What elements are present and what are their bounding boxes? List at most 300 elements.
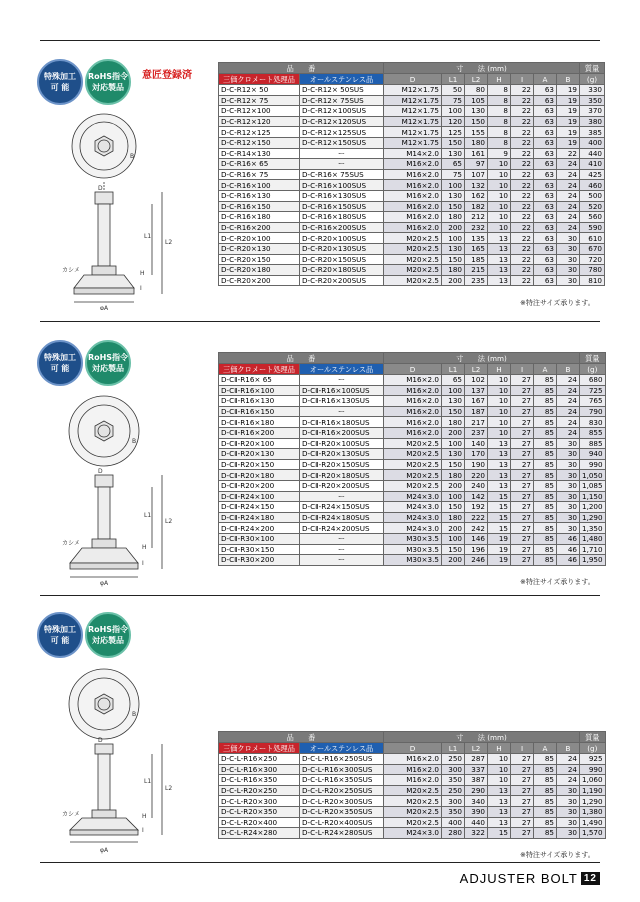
table-cell: 10 xyxy=(488,169,511,180)
table-cell: 1,570 xyxy=(580,828,606,839)
col-L2: L2 xyxy=(465,364,488,375)
table-cell: 85 xyxy=(534,796,557,807)
table-row xyxy=(219,491,606,502)
table-cell: 100 xyxy=(442,533,465,544)
table-cell: 1,950 xyxy=(580,555,606,566)
table-row xyxy=(219,375,606,386)
label-H: H xyxy=(140,270,145,277)
table-cell: 10 xyxy=(488,427,511,438)
table-cell: ー xyxy=(300,159,384,170)
table-cell: 180 xyxy=(442,512,465,523)
table-cell: 63 xyxy=(534,169,557,180)
table-cell: D-C-R20×150 xyxy=(219,254,300,265)
col-I: I xyxy=(511,364,534,375)
table-cell: 24 xyxy=(557,190,580,201)
table-cell: 217 xyxy=(465,417,488,428)
table-cell: 85 xyxy=(534,417,557,428)
table-cell: 24 xyxy=(557,375,580,386)
table-cell: 30 xyxy=(557,828,580,839)
label-I: I xyxy=(140,285,142,292)
table-cell: 810 xyxy=(580,275,605,286)
col-chromate: 三価クロメート処理品 xyxy=(219,743,300,754)
table-cell: 120 xyxy=(442,116,465,127)
col-hinban: 品 番 xyxy=(219,353,384,364)
table-cell: 790 xyxy=(580,406,606,417)
table-cell: M16×2.0 xyxy=(384,169,442,180)
table-cell: 24 xyxy=(557,754,580,765)
col-A: A xyxy=(534,74,557,85)
table-cell: 63 xyxy=(534,148,557,159)
table-cell: 22 xyxy=(511,127,534,138)
table-cell: 19 xyxy=(488,555,511,566)
table-cell: 100 xyxy=(442,180,465,191)
badge-rohs-2: RoHS指令 対応製品 xyxy=(85,340,131,386)
table-cell: D-C-R16×100SUS xyxy=(300,180,384,191)
table-cell: 185 xyxy=(465,254,488,265)
table-cell: D-CⅡ-R20×200 xyxy=(219,480,300,491)
col-L2: L2 xyxy=(465,743,488,754)
table-cell: 100 xyxy=(442,233,465,244)
label-B-3: B xyxy=(132,711,137,718)
table-cell: 63 xyxy=(534,127,557,138)
table-cell: 27 xyxy=(511,775,534,786)
table-cell: 10 xyxy=(488,375,511,386)
col-hinban: 品 番 xyxy=(219,732,384,743)
table-cell: 24 xyxy=(557,222,580,233)
table-cell: 27 xyxy=(511,375,534,386)
table-cell: 135 xyxy=(465,233,488,244)
table-row xyxy=(219,438,606,449)
table-cell: 250 xyxy=(442,754,465,765)
table-row xyxy=(219,449,606,460)
footer xyxy=(460,871,600,886)
table-cell: D-C-L-R20×350SUS xyxy=(300,806,384,817)
table-cell: 190 xyxy=(465,459,488,470)
table-cell: 27 xyxy=(511,491,534,502)
table-cell: 85 xyxy=(534,385,557,396)
table-cell: 137 xyxy=(465,385,488,396)
table-cell: 8 xyxy=(488,116,511,127)
table-cell: 27 xyxy=(511,438,534,449)
table-cell: D-C-R12×150SUS xyxy=(300,137,384,148)
table-cell: 30 xyxy=(557,806,580,817)
table-cell: 1,290 xyxy=(580,512,606,523)
table-cell: 63 xyxy=(534,222,557,233)
table-cell: 150 xyxy=(442,201,465,212)
table-cell: 85 xyxy=(534,764,557,775)
table-row xyxy=(219,106,605,117)
col-L2: L2 xyxy=(465,74,488,85)
table-cell: 200 xyxy=(442,480,465,491)
table-cell: ー xyxy=(300,406,384,417)
note-2: ※特注サイズ承ります。 xyxy=(520,578,595,586)
table-cell: 830 xyxy=(580,417,606,428)
col-chromate: 三価クロメート処理品 xyxy=(219,74,300,85)
table-cell: 22 xyxy=(511,190,534,201)
table-cell: D-CⅡ-R30×200 xyxy=(219,555,300,566)
table-cell: D-C-L-R16×350 xyxy=(219,775,300,786)
table-cell: 765 xyxy=(580,396,606,407)
label-phiA-2: φA xyxy=(100,580,109,587)
table-cell: 24 xyxy=(557,385,580,396)
table-row xyxy=(219,233,605,244)
table-row xyxy=(219,417,606,428)
table-cell: 8 xyxy=(488,127,511,138)
table-row xyxy=(219,85,605,96)
table-cell: 400 xyxy=(442,817,465,828)
table-row xyxy=(219,459,606,470)
table-cell: 85 xyxy=(534,502,557,513)
table-cell: 242 xyxy=(465,523,488,534)
table-cell: M24×3.0 xyxy=(384,828,442,839)
table-cell: M20×2.5 xyxy=(384,785,442,796)
table-cell: 1,200 xyxy=(580,502,606,513)
table-cell: D-C-R20×100SUS xyxy=(300,233,384,244)
table-cell: M20×2.5 xyxy=(384,480,442,491)
table-cell: 24 xyxy=(557,764,580,775)
table-row xyxy=(219,127,605,138)
table-cell: D-CⅡ-R24×180SUS xyxy=(300,512,384,523)
table-cell: 132 xyxy=(465,180,488,191)
table-cell: 100 xyxy=(442,438,465,449)
table-cell: 13 xyxy=(488,233,511,244)
col-sunpou: 寸 法 (mm) xyxy=(384,353,580,364)
col-A: A xyxy=(534,364,557,375)
table-cell: 13 xyxy=(488,275,511,286)
table-cell: 50 xyxy=(442,85,465,96)
table-cell: D-C-R14×130 xyxy=(219,148,300,159)
table-cell: 27 xyxy=(511,828,534,839)
adjuster-drawing-3 xyxy=(62,668,202,858)
table-cell: D-CⅡ-R24×200 xyxy=(219,523,300,534)
label-B: B xyxy=(130,153,135,160)
table-cell: 10 xyxy=(488,775,511,786)
table-cell: 990 xyxy=(580,764,606,775)
table-cell: M12×1.75 xyxy=(384,106,442,117)
table-cell: 30 xyxy=(557,523,580,534)
table-cell: 140 xyxy=(465,438,488,449)
table-cell: 220 xyxy=(465,470,488,481)
table-cell: 192 xyxy=(465,502,488,513)
table-cell: 22 xyxy=(511,265,534,276)
table-cell: 85 xyxy=(534,806,557,817)
table-cell: 85 xyxy=(534,491,557,502)
table-cell: 100 xyxy=(442,491,465,502)
table-cell: 97 xyxy=(465,159,488,170)
table-cell: 22 xyxy=(511,233,534,244)
col-I: I xyxy=(511,743,534,754)
col-sunpou: 寸 法 (mm) xyxy=(384,732,580,743)
table-cell: D-CⅡ-R16×200 xyxy=(219,427,300,438)
table-cell: M16×2.0 xyxy=(384,396,442,407)
table-cell: 30 xyxy=(557,796,580,807)
table-cell: 10 xyxy=(488,764,511,775)
table-cell: M30×3.5 xyxy=(384,533,442,544)
table-cell: 63 xyxy=(534,243,557,254)
table-row xyxy=(219,222,605,233)
table-cell: D-C-L-R16×350SUS xyxy=(300,775,384,786)
table-cell: M20×2.5 xyxy=(384,817,442,828)
table-cell: 670 xyxy=(580,243,605,254)
table-cell: 340 xyxy=(465,796,488,807)
table-cell: 27 xyxy=(511,796,534,807)
table-cell: 240 xyxy=(465,480,488,491)
table-cell: D-C-L-R20×300SUS xyxy=(300,796,384,807)
adjuster-drawing-2 xyxy=(62,395,202,595)
table-cell: 27 xyxy=(511,480,534,491)
table-cell: 13 xyxy=(488,459,511,470)
table-cell: 440 xyxy=(465,817,488,828)
table-cell: M30×3.5 xyxy=(384,544,442,555)
table-cell: 63 xyxy=(534,180,557,191)
col-B: B xyxy=(557,743,580,754)
table-cell: D-C-R12×125 xyxy=(219,127,300,138)
col-weight: 質量 xyxy=(580,353,606,364)
table-cell: 161 xyxy=(465,148,488,159)
section-rule-2 xyxy=(40,595,600,596)
table-cell: 380 xyxy=(580,116,605,127)
table-cell: D-C-R16× 75SUS xyxy=(300,169,384,180)
table-cell: 440 xyxy=(580,148,605,159)
table-cell: D-CⅡ-R20×100 xyxy=(219,438,300,449)
table-cell: 855 xyxy=(580,427,606,438)
table-cell: 337 xyxy=(465,764,488,775)
col-H: H xyxy=(488,74,511,85)
col-L1: L1 xyxy=(442,364,465,375)
col-A: A xyxy=(534,743,557,754)
table-cell: D-C-R20×200SUS xyxy=(300,275,384,286)
table-row xyxy=(219,785,606,796)
table-cell: 63 xyxy=(534,201,557,212)
col-weight-unit: (g) xyxy=(580,743,606,754)
spec-table-1 xyxy=(218,62,605,286)
table-cell: 180 xyxy=(465,137,488,148)
table-cell: 10 xyxy=(488,406,511,417)
label-L2-2: L2 xyxy=(165,518,173,525)
label-I-2: I xyxy=(142,560,144,567)
table-cell: 10 xyxy=(488,754,511,765)
table-cell: 27 xyxy=(511,406,534,417)
badge-rohs-3: RoHS指令 対応製品 xyxy=(85,612,131,658)
label-phiA-3: φA xyxy=(100,847,109,854)
table-cell: 65 xyxy=(442,375,465,386)
table-cell: 30 xyxy=(557,480,580,491)
table-cell: 200 xyxy=(442,555,465,566)
table-cell: 22 xyxy=(511,201,534,212)
table-cell: 13 xyxy=(488,470,511,481)
table-cell: M16×2.0 xyxy=(384,190,442,201)
table-cell: 330 xyxy=(580,85,605,96)
table-cell: 200 xyxy=(442,523,465,534)
col-weight-unit: (g) xyxy=(580,74,605,85)
table-cell: 350 xyxy=(442,775,465,786)
table-cell: 75 xyxy=(442,95,465,106)
table-cell: 63 xyxy=(534,137,557,148)
table-cell: M16×2.0 xyxy=(384,754,442,765)
table-cell: 100 xyxy=(442,106,465,117)
table-cell: 46 xyxy=(557,544,580,555)
col-D: D xyxy=(384,364,442,375)
table-cell: D-CⅡ-R20×180SUS xyxy=(300,470,384,481)
table-row xyxy=(219,427,606,438)
table-cell: 22 xyxy=(511,254,534,265)
table-cell: 300 xyxy=(442,764,465,775)
table-cell: 63 xyxy=(534,254,557,265)
table-cell: 27 xyxy=(511,764,534,775)
table-cell: 105 xyxy=(465,95,488,106)
table-cell: 680 xyxy=(580,375,606,386)
table-row xyxy=(219,754,606,765)
badge-special-processing: 特殊加工 可 能 xyxy=(37,59,83,105)
table-cell: D-C-R20×180 xyxy=(219,265,300,276)
table-cell: 85 xyxy=(534,459,557,470)
table-cell: D-C-R16×150 xyxy=(219,201,300,212)
table-cell: 30 xyxy=(557,470,580,481)
table-cell: D-C-L-R20×400SUS xyxy=(300,817,384,828)
table-row xyxy=(219,137,605,148)
table-cell: 13 xyxy=(488,254,511,265)
table-cell: 390 xyxy=(465,806,488,817)
label-H-3: H xyxy=(142,813,147,820)
table-cell: D-C-R20×150SUS xyxy=(300,254,384,265)
table-cell: 46 xyxy=(557,555,580,566)
table-cell: 15 xyxy=(488,491,511,502)
table-cell: M24×3.0 xyxy=(384,523,442,534)
table-cell: 10 xyxy=(488,190,511,201)
label-B-2: B xyxy=(132,438,137,445)
table-cell: 182 xyxy=(465,201,488,212)
table-cell: 22 xyxy=(511,275,534,286)
table-cell: 100 xyxy=(442,385,465,396)
table-cell: 19 xyxy=(557,127,580,138)
table-cell: 85 xyxy=(534,828,557,839)
table-cell: 1,190 xyxy=(580,785,606,796)
table-cell: 27 xyxy=(511,785,534,796)
table-cell: 85 xyxy=(534,480,557,491)
table-row xyxy=(219,116,605,127)
table-cell: D-C-R12× 50SUS xyxy=(300,85,384,96)
table-cell: M20×2.5 xyxy=(384,243,442,254)
table-cell: D-CⅡ-R20×150SUS xyxy=(300,459,384,470)
table-cell: 150 xyxy=(442,544,465,555)
table-cell: 1,710 xyxy=(580,544,606,555)
table-cell: 350 xyxy=(442,806,465,817)
table-row xyxy=(219,406,606,417)
table-row xyxy=(219,533,606,544)
table-cell: M16×2.0 xyxy=(384,212,442,223)
table-row xyxy=(219,806,606,817)
table-cell: D-C-R12×125SUS xyxy=(300,127,384,138)
table-cell: 460 xyxy=(580,180,605,191)
table-cell: 425 xyxy=(580,169,605,180)
table-row xyxy=(219,775,606,786)
table-cell: 150 xyxy=(442,254,465,265)
table-cell: D-CⅡ-R24×150 xyxy=(219,502,300,513)
table-row xyxy=(219,470,606,481)
table-cell: 30 xyxy=(557,275,580,286)
table-row xyxy=(219,764,606,775)
table-cell: D-C-R16×180SUS xyxy=(300,212,384,223)
table-cell: 22 xyxy=(511,137,534,148)
table-row xyxy=(219,480,606,491)
table-cell: D-C-R16×130SUS xyxy=(300,190,384,201)
table-cell: M16×2.0 xyxy=(384,375,442,386)
table-cell: ー xyxy=(300,533,384,544)
table-cell: 63 xyxy=(534,265,557,276)
table-cell: 22 xyxy=(511,116,534,127)
table-cell: 280 xyxy=(442,828,465,839)
table-cell: 155 xyxy=(465,127,488,138)
table-row xyxy=(219,396,606,407)
table-row xyxy=(219,95,605,106)
table-row xyxy=(219,265,605,276)
adjuster-drawing-1 xyxy=(62,110,202,310)
table-cell: 130 xyxy=(442,190,465,201)
table-row xyxy=(219,385,606,396)
col-D: D xyxy=(384,743,442,754)
table-cell: 24 xyxy=(557,201,580,212)
table-cell: M12×1.75 xyxy=(384,137,442,148)
table-cell: 27 xyxy=(511,449,534,460)
table-cell: 85 xyxy=(534,544,557,555)
table-cell: 10 xyxy=(488,180,511,191)
spec-table-2 xyxy=(218,352,606,566)
col-L1: L1 xyxy=(442,74,465,85)
table-cell: 22 xyxy=(511,159,534,170)
table-cell: D-C-R16×200 xyxy=(219,222,300,233)
table-cell: 1,060 xyxy=(580,775,606,786)
table-row xyxy=(219,169,605,180)
table-cell: 13 xyxy=(488,785,511,796)
table-cell: 27 xyxy=(511,817,534,828)
table-row xyxy=(219,201,605,212)
table-cell: D-C-L-R20×350 xyxy=(219,806,300,817)
col-L1: L1 xyxy=(442,743,465,754)
col-weight: 質量 xyxy=(580,63,605,74)
table-cell: 22 xyxy=(511,212,534,223)
table-cell: 8 xyxy=(488,106,511,117)
table-cell: 940 xyxy=(580,449,606,460)
table-cell: 85 xyxy=(534,406,557,417)
table-cell: 19 xyxy=(557,137,580,148)
table-cell: 24 xyxy=(557,159,580,170)
table-cell: 125 xyxy=(442,127,465,138)
table-cell: 63 xyxy=(534,190,557,201)
table-cell: 85 xyxy=(534,775,557,786)
table-cell: 222 xyxy=(465,512,488,523)
table-cell: D-CⅡ-R16×100SUS xyxy=(300,385,384,396)
table-cell: 27 xyxy=(511,427,534,438)
table-cell: D-C-L-R20×300 xyxy=(219,796,300,807)
table-cell: 30 xyxy=(557,254,580,265)
table-cell: 27 xyxy=(511,502,534,513)
table-cell: D-C-L-R20×400 xyxy=(219,817,300,828)
table-cell: 27 xyxy=(511,806,534,817)
table-cell: 30 xyxy=(557,491,580,502)
table-cell: 560 xyxy=(580,212,605,223)
table-cell: 15 xyxy=(488,523,511,534)
table-cell: 22 xyxy=(511,169,534,180)
table-cell: 27 xyxy=(511,385,534,396)
table-cell: 30 xyxy=(557,233,580,244)
table-cell: 80 xyxy=(465,85,488,96)
table-cell: 85 xyxy=(534,375,557,386)
table-cell: 520 xyxy=(580,201,605,212)
table-row xyxy=(219,275,605,286)
table-row xyxy=(219,502,606,513)
table-cell: 235 xyxy=(465,275,488,286)
table-cell: 27 xyxy=(511,523,534,534)
